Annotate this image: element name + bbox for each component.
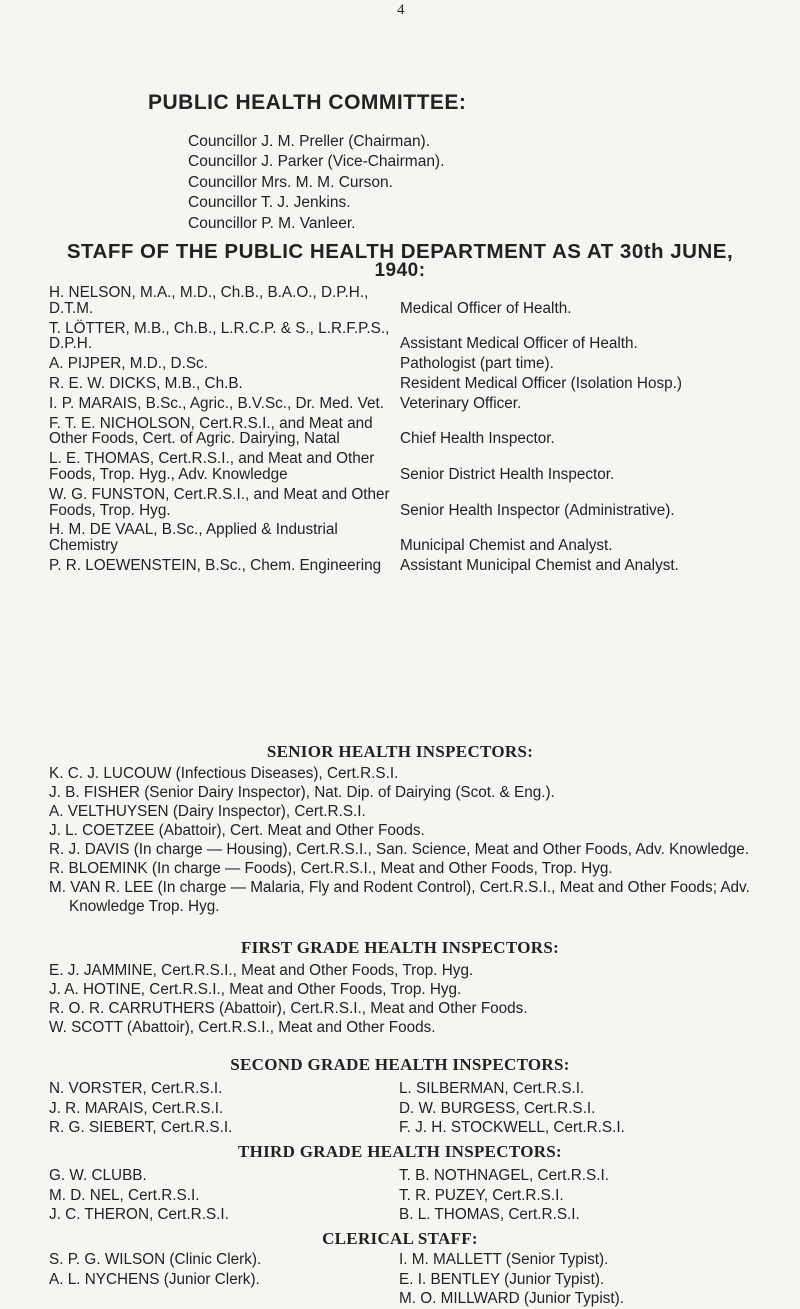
staff-name: F. T. E. NICHOLSON, Cert.R.S.I., and Meat and Other Foods, Cert. of Agric. Dairying, Natal — [49, 414, 373, 448]
staff-entry — [49, 558, 759, 574]
right-column — [399, 1166, 609, 1225]
list-item: J. A. HOTINE, Cert.R.S.I., Meat and Other Foods, Trop. Hyg. — [49, 981, 462, 998]
left-column — [49, 1166, 229, 1225]
staff-entry — [49, 356, 759, 372]
right-column — [399, 1079, 625, 1138]
staff-role: Municipal Chemist and Analyst. — [400, 537, 613, 555]
list-item: W. SCOTT (Abattoir), Cert.R.S.I., Meat and Other Foods. — [49, 1019, 436, 1036]
list-item: J. R. MARAIS, Cert.R.S.I. — [49, 1099, 224, 1117]
councillor-list — [188, 132, 444, 234]
staff-entry — [49, 487, 759, 519]
staff-role: Senior Health Inspector (Administrative). — [400, 501, 675, 519]
staff-role: Chief Health Inspector. — [400, 430, 555, 448]
list-item: A. L. NYCHENS (Junior Clerk). — [49, 1270, 260, 1288]
councillor: Councillor J. Parker (Vice-Chairman). — [188, 153, 445, 171]
committee-title: PUBLIC HEALTH COMMITTEE: — [148, 91, 467, 114]
left-column — [49, 1079, 232, 1138]
senior-inspectors-heading: SENIOR HEALTH INSPECTORS: — [266, 742, 534, 761]
list-item: J. C. THERON, Cert.R.S.I. — [49, 1206, 229, 1223]
list-item: M. O. MILLWARD (Junior Typist). — [399, 1290, 624, 1307]
first-grade-heading: FIRST GRADE HEALTH INSPECTORS: — [240, 938, 560, 957]
left-column — [49, 1250, 261, 1289]
staff-name: P. R. LOEWENSTEIN, B.Sc., Chem. Engineering — [49, 556, 382, 574]
list-item: D. W. BURGESS, Cert.R.S.I. — [399, 1099, 596, 1117]
staff-heading: STAFF OF THE PUBLIC HEALTH DEPARTMENT AS AT 30th JUNE, — [66, 240, 734, 263]
list-item: T. R. PUZEY, Cert.R.S.I. — [399, 1186, 564, 1204]
list-item: B. L. THOMAS, Cert.R.S.I. — [399, 1206, 580, 1223]
page-number: 4 — [397, 2, 405, 18]
list-item: E. J. JAMMINE, Cert.R.S.I., Meat and Other Foods, Trop. Hyg. — [49, 962, 474, 979]
staff-heading-year: 1940: — [374, 260, 426, 281]
staff-role: Pathologist (part time). — [400, 355, 554, 373]
staff-name: W. G. FUNSTON, Cert.R.S.I., and Meat and Other Foods, Trop. Hyg. — [49, 485, 390, 519]
list-item: M. D. NEL, Cert.R.S.I. — [49, 1186, 200, 1204]
list-item: M. VAN R. LEE (In charge — Malaria, Fly and Rodent Control), Cert.R.S.I., Meat and Other Foods; Adv. Knowledge Trop. Hyg. — [49, 879, 750, 915]
staff-entry — [49, 396, 759, 412]
list-item: J. B. FISHER (Senior Dairy Inspector), Nat. Dip. of Dairying (Scot. & Eng.). — [49, 784, 555, 801]
staff-name: I. P. MARAIS, B.Sc., Agric., B.V.Sc., Dr. Med. Vet. — [49, 394, 384, 412]
staff-name: H. NELSON, M.A., M.D., Ch.B., B.A.O., D.P.H., D.T.M. — [49, 284, 369, 317]
staff-name: H. M. DE VAAL, B.Sc., Applied & Industrial Chemistry — [49, 521, 338, 555]
staff-name: T. LÖTTER, M.B., Ch.B., L.R.C.P. & S., L.R.F.P.S., D.P.H. — [49, 319, 390, 353]
staff-role: Veterinary Officer. — [400, 394, 522, 412]
list-item: T. B. NOTHNAGEL, Cert.R.S.I. — [399, 1167, 609, 1184]
first-grade-list — [49, 961, 759, 1037]
staff-name: L. E. THOMAS, Cert.R.S.I., and Meat and Other Foods, Trop. Hyg., Adv. Knowledge — [49, 450, 375, 483]
staff-name: R. E. W. DICKS, M.B., Ch.B. — [49, 374, 243, 392]
councillor: Councillor Mrs. M. M. Curson. — [188, 173, 393, 191]
senior-inspectors-list — [49, 764, 759, 916]
staff-entry — [49, 416, 759, 448]
list-item: N. VORSTER, Cert.R.S.I. — [49, 1080, 223, 1097]
staff-role: Senior District Health Inspector. — [400, 465, 615, 483]
staff-entry — [49, 285, 759, 317]
second-grade-heading: SECOND GRADE HEALTH INSPECTORS: — [230, 1055, 570, 1074]
list-item: L. SILBERMAN, Cert.R.S.I. — [399, 1080, 585, 1097]
third-grade-heading: THIRD GRADE HEALTH INSPECTORS: — [237, 1142, 563, 1161]
list-item: J. L. COETZEE (Abattoir), Cert. Meat and Other Foods. — [49, 822, 425, 839]
staff-entry — [49, 321, 759, 353]
staff-role: Resident Medical Officer (Isolation Hosp.) — [400, 374, 682, 392]
list-item: K. C. J. LUCOUW (Infectious Diseases), Cert.R.S.I. — [49, 765, 399, 782]
councillor: Councillor J. M. Preller (Chairman). — [188, 133, 431, 150]
right-column — [399, 1250, 624, 1309]
list-item: S. P. G. WILSON (Clinic Clerk). — [49, 1251, 262, 1268]
staff-list — [49, 285, 759, 574]
staff-name: A. PIJPER, M.D., D.Sc. — [49, 355, 208, 373]
list-item: R. BLOEMINK (In charge — Foods), Cert.R.S.I., Meat and Other Foods, Trop. Hyg. — [49, 860, 613, 877]
list-item: F. J. H. STOCKWELL, Cert.R.S.I. — [399, 1119, 625, 1136]
staff-role: Medical Officer of Health. — [400, 299, 572, 317]
clerical-heading: CLERICAL STAFF: — [322, 1229, 478, 1248]
staff-role: Assistant Medical Officer of Health. — [400, 335, 638, 353]
list-item: R. J. DAVIS (In charge — Housing), Cert.R.S.I., San. Science, Meat and Other Foods, Adv. Knowledge. — [49, 841, 750, 858]
list-item: R. O. R. CARRUTHERS (Abattoir), Cert.R.S.I., Meat and Other Foods. — [49, 1000, 528, 1017]
list-item: G. W. CLUBB. — [49, 1167, 147, 1184]
list-item: R. G. SIEBERT, Cert.R.S.I. — [49, 1119, 233, 1136]
staff-role: Assistant Municipal Chemist and Analyst. — [400, 556, 679, 574]
staff-entry — [49, 376, 759, 392]
councillor: Councillor T. J. Jenkins. — [188, 194, 351, 212]
staff-entry — [49, 522, 759, 554]
list-item: E. I. BENTLEY (Junior Typist). — [399, 1270, 605, 1288]
councillor: Councillor P. M. Vanleer. — [188, 214, 356, 232]
list-item: I. M. MALLETT (Senior Typist). — [399, 1251, 609, 1268]
list-item: A. VELTHUYSEN (Dairy Inspector), Cert.R.S.I. — [49, 803, 366, 820]
staff-entry — [49, 451, 759, 483]
